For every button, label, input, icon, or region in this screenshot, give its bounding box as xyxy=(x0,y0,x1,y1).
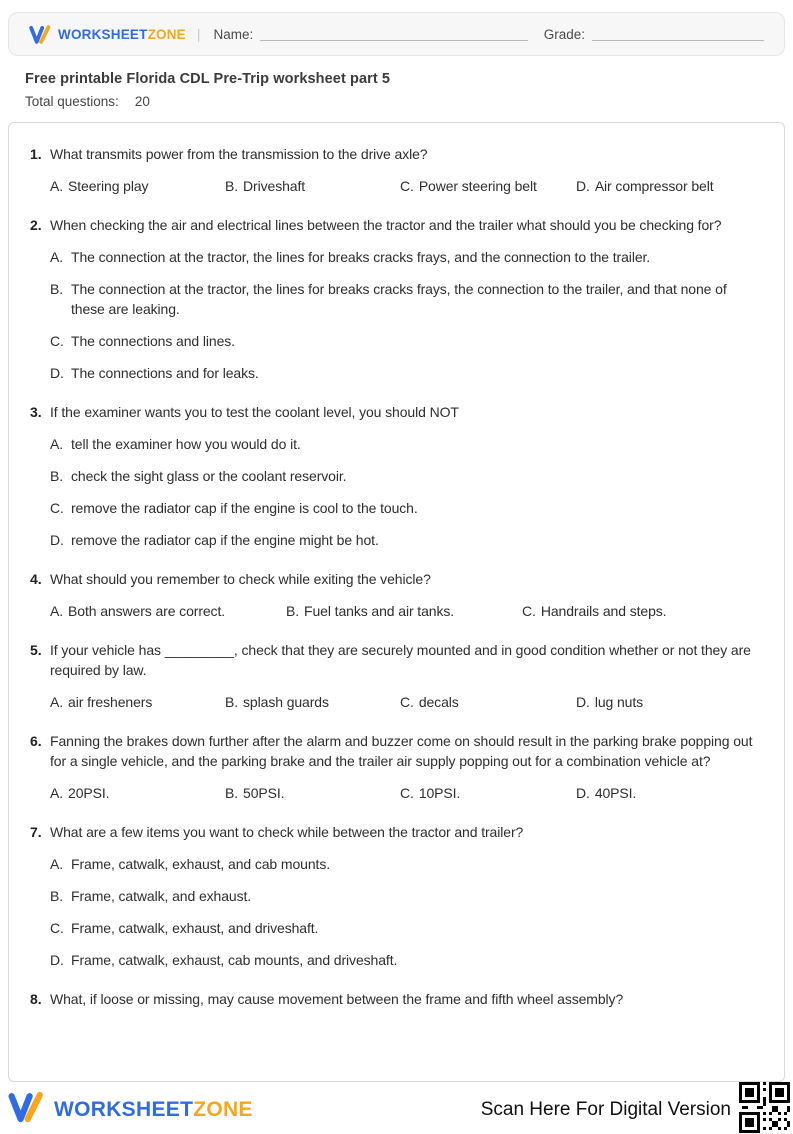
option-label: C. xyxy=(50,500,64,516)
answer-option xyxy=(50,886,763,906)
scan-here-label: Scan Here For Digital Version xyxy=(480,1098,731,1120)
option-label: C. xyxy=(50,920,64,936)
question-head xyxy=(30,822,763,842)
answer-option xyxy=(225,176,400,196)
option-text: Both answers are correct. xyxy=(68,603,226,619)
option-label: B. xyxy=(286,603,300,619)
question-text: What, if loose or missing, may cause movement between the frame and fifth wheel assembly? xyxy=(50,991,624,1007)
question-head xyxy=(30,640,763,680)
option-text: The connections and for leaks. xyxy=(71,365,259,381)
option-text: 40PSI. xyxy=(594,785,637,801)
answer-option xyxy=(400,783,576,803)
answer-option xyxy=(286,601,522,621)
question-number: 8. xyxy=(30,991,42,1007)
question-text: What transmits power from the transmission to the drive axle? xyxy=(50,146,428,162)
option-label: A. xyxy=(50,856,64,872)
option-label: D. xyxy=(576,785,590,801)
option-label: B. xyxy=(50,468,64,484)
question xyxy=(30,731,763,803)
grade-write-line xyxy=(592,28,764,41)
question xyxy=(30,640,763,712)
question xyxy=(30,215,763,383)
option-label: B. xyxy=(225,178,239,194)
option-label: B. xyxy=(50,281,64,297)
option-text: Fuel tanks and air tanks. xyxy=(304,603,455,619)
answer-option xyxy=(50,247,763,267)
question-number: 6. xyxy=(30,733,42,749)
option-label: C. xyxy=(50,333,64,349)
option-text: Air compressor belt xyxy=(594,178,714,194)
answer-option xyxy=(50,783,225,803)
option-label: A. xyxy=(50,436,64,452)
grade-label: Grade: xyxy=(543,26,585,42)
brand-logo-icon xyxy=(29,24,51,45)
question-text: If the examiner wants you to test the coolant level, you should NOT xyxy=(50,404,459,420)
option-label: C. xyxy=(522,603,536,619)
question-head xyxy=(30,731,763,771)
option-label: A. xyxy=(50,694,64,710)
question xyxy=(30,144,763,196)
option-text: Steering play xyxy=(68,178,149,194)
option-label: D. xyxy=(50,365,64,381)
question-text: What should you remember to check while exiting the vehicle? xyxy=(50,571,431,587)
option-text: Frame, catwalk, exhaust, and cab mounts. xyxy=(71,856,331,872)
option-text: splash guards xyxy=(243,694,329,710)
option-label: A. xyxy=(50,178,64,194)
option-text: Handrails and steps. xyxy=(540,603,667,619)
question-text: Fanning the brakes down further after the alarm and buzzer come on should result in the parking brake popping out for a single vehicle, and the parking brake and the trailer air supply popping out for a combination vehicle at? xyxy=(50,733,753,769)
answer-option xyxy=(400,692,576,712)
answer-option xyxy=(50,363,763,383)
question-head xyxy=(30,144,763,164)
question-number: 4. xyxy=(30,571,42,587)
footer-brand-word-worksheet: WORKSHEET xyxy=(54,1097,194,1121)
question xyxy=(30,569,763,621)
option-label: A. xyxy=(50,603,64,619)
question-head xyxy=(30,402,763,422)
option-label: A. xyxy=(50,785,64,801)
brand-logo xyxy=(29,24,186,45)
question-text: If your vehicle has _________, check that they are securely mounted and in good condition whether or not they are required by law. xyxy=(50,642,751,678)
option-text: The connection at the tractor, the lines for breaks cracks frays, and the connection to the trailer. xyxy=(71,249,651,265)
answer-option xyxy=(576,783,763,803)
options-group xyxy=(50,854,763,970)
question-head xyxy=(30,569,763,589)
brand-word-zone: ZONE xyxy=(147,26,186,42)
brand-word-worksheet: WORKSHEET xyxy=(58,26,148,42)
question-head xyxy=(30,215,763,235)
option-text: 10PSI. xyxy=(418,785,461,801)
question-number: 5. xyxy=(30,642,42,658)
options-group xyxy=(50,164,763,196)
option-label: B. xyxy=(225,785,239,801)
option-text: air fresheners xyxy=(68,694,153,710)
question-head xyxy=(30,989,763,1009)
worksheet-body xyxy=(8,122,785,1082)
option-text: Frame, catwalk, exhaust, and driveshaft. xyxy=(71,920,319,936)
total-questions-value: 20 xyxy=(134,94,150,109)
options-group xyxy=(50,247,763,383)
answer-option xyxy=(576,176,763,196)
option-label: C. xyxy=(400,694,414,710)
brand-wordmark xyxy=(58,27,186,42)
questions xyxy=(30,144,763,1009)
footer-brand-word-zone: ZONE xyxy=(193,1097,253,1121)
option-text: lug nuts xyxy=(594,694,644,710)
question xyxy=(30,822,763,970)
total-questions xyxy=(25,94,768,109)
answer-option xyxy=(50,176,225,196)
answer-option xyxy=(50,331,763,351)
option-text: check the sight glass or the coolant reservoir. xyxy=(71,468,347,484)
answer-option xyxy=(522,601,763,621)
page-title: Free printable Florida CDL Pre-Trip worksheet part 5 xyxy=(25,71,391,87)
answer-option xyxy=(50,466,763,486)
footer-brand-logo-icon xyxy=(8,1090,44,1129)
footer-brand-logo xyxy=(8,1090,253,1129)
option-text: Power steering belt xyxy=(418,178,537,194)
option-text: decals xyxy=(418,694,459,710)
option-label: D. xyxy=(50,952,64,968)
answer-option xyxy=(225,692,400,712)
question-number: 2. xyxy=(30,217,42,233)
name-write-line xyxy=(260,28,527,41)
answer-option xyxy=(400,176,576,196)
question-text: What are a few items you want to check while between the tractor and trailer? xyxy=(50,824,524,840)
answer-option xyxy=(50,601,286,621)
option-label: C. xyxy=(400,178,414,194)
answer-option xyxy=(50,950,763,970)
answer-option xyxy=(50,434,763,454)
option-label: D. xyxy=(576,694,590,710)
option-text: The connections and lines. xyxy=(71,333,235,349)
question-number: 1. xyxy=(30,146,42,162)
option-label: D. xyxy=(50,532,64,548)
name-label: Name: xyxy=(213,26,254,42)
question-text: When checking the air and electrical lines between the tractor and the trailer what should you be checking for? xyxy=(50,217,722,233)
option-text: Driveshaft xyxy=(243,178,306,194)
option-text: 20PSI. xyxy=(68,785,110,801)
option-text: remove the radiator cap if the engine might be hot. xyxy=(71,532,379,548)
total-questions-label: Total questions: xyxy=(25,94,119,109)
answer-option xyxy=(576,692,763,712)
answer-option xyxy=(50,692,225,712)
question-number: 3. xyxy=(30,404,42,420)
option-text: remove the radiator cap if the engine is cool to the touch. xyxy=(71,500,418,516)
option-text: tell the examiner how you would do it. xyxy=(71,436,301,452)
answer-option xyxy=(50,918,763,938)
option-label: D. xyxy=(576,178,590,194)
qr-code xyxy=(739,1082,790,1133)
options-group xyxy=(50,434,763,550)
header-divider: | xyxy=(196,26,201,42)
question xyxy=(30,989,763,1009)
option-text: The connection at the tractor, the lines for breaks cracks frays, the connection to the trailer, and that none of these are leaking. xyxy=(71,281,727,317)
header-bar xyxy=(8,12,785,56)
options-group xyxy=(50,771,763,803)
option-text: Frame, catwalk, and exhaust. xyxy=(71,888,252,904)
footer-brand-wordmark xyxy=(54,1098,253,1122)
option-label: B. xyxy=(50,888,64,904)
option-text: 50PSI. xyxy=(243,785,285,801)
answer-option xyxy=(50,498,763,518)
question xyxy=(30,402,763,550)
answer-option xyxy=(225,783,400,803)
option-label: B. xyxy=(225,694,239,710)
option-label: A. xyxy=(50,249,64,265)
answer-option xyxy=(50,530,763,550)
option-label: C. xyxy=(400,785,414,801)
footer xyxy=(8,1085,790,1134)
options-group xyxy=(50,680,763,712)
question-number: 7. xyxy=(30,824,42,840)
options-group xyxy=(50,589,763,621)
answer-option xyxy=(50,854,763,874)
answer-option xyxy=(50,279,763,319)
option-text: Frame, catwalk, exhaust, cab mounts, and driveshaft. xyxy=(71,952,398,968)
